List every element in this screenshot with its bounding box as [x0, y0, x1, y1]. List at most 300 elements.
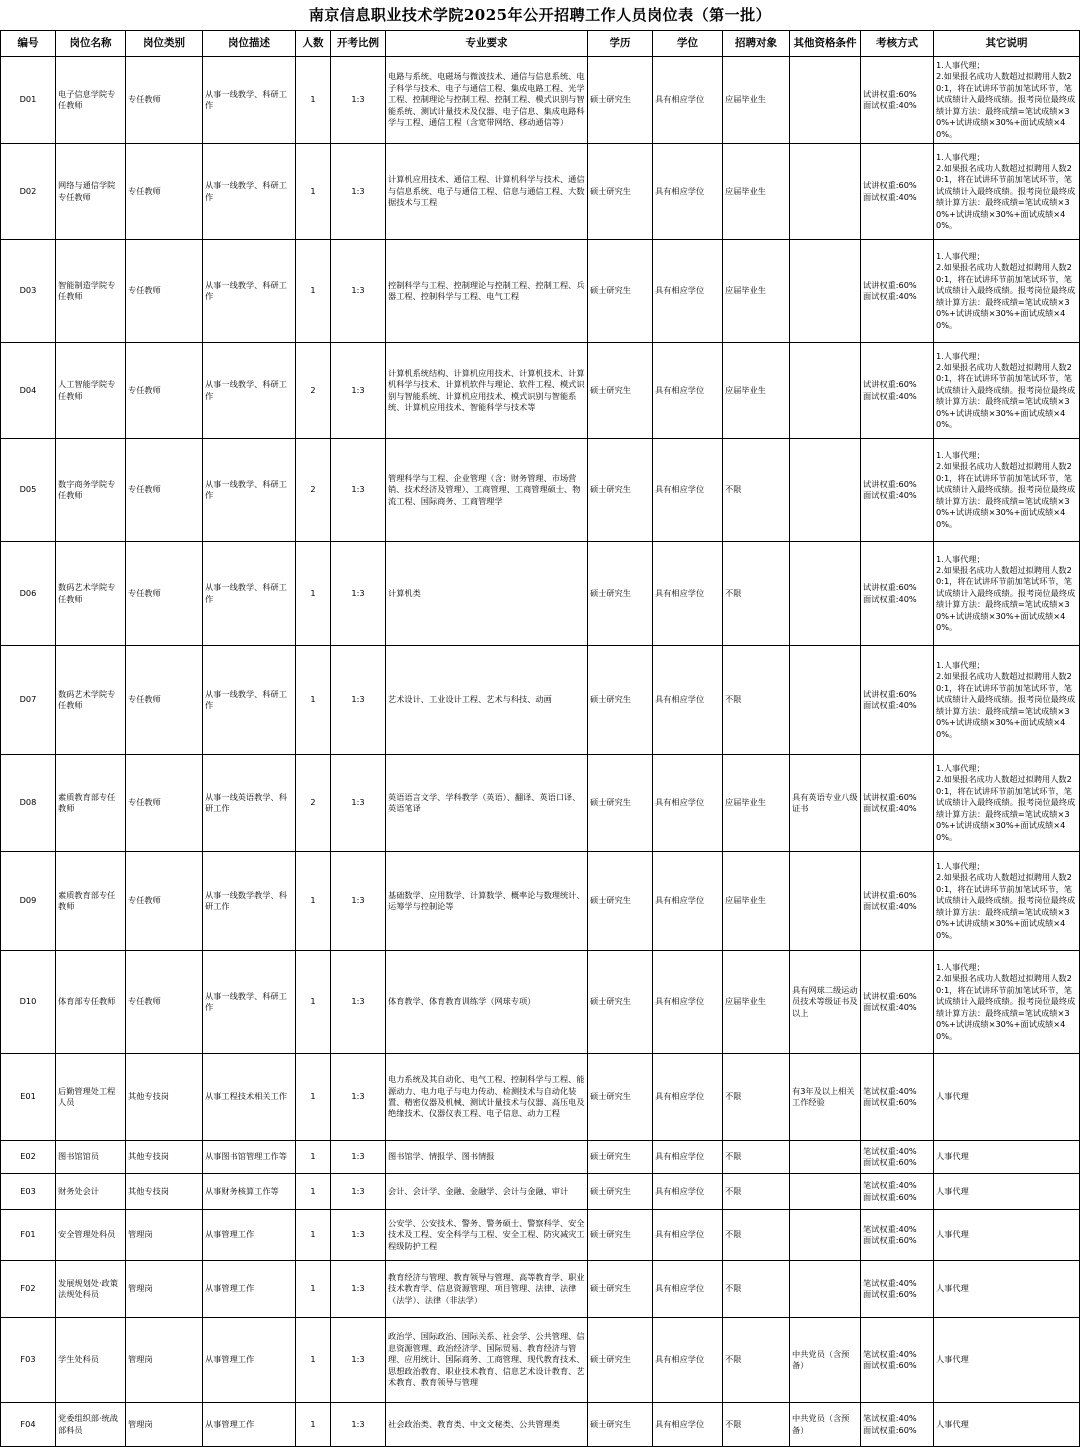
- cell-text: 硕士研究生: [590, 94, 631, 105]
- cell-note: [934, 1403, 1080, 1447]
- cell-text: 人工智能学院专任教师: [58, 379, 116, 401]
- cell-text: D10: [19, 996, 37, 1007]
- cell-id: [1, 1141, 56, 1174]
- cell-text: 具有相应学位: [655, 94, 705, 105]
- cell-note: [934, 1174, 1080, 1210]
- cell-text: 安全管理处科员: [58, 1229, 116, 1240]
- cell-text: 专任教师: [128, 797, 161, 808]
- cell-text: 面试权重:40%: [863, 390, 917, 401]
- cell-target: [723, 755, 790, 852]
- cell-text: 1: [310, 94, 316, 105]
- cell-other: [790, 1261, 861, 1318]
- cell-name: [56, 1174, 126, 1210]
- cell-text: 专任教师: [128, 384, 161, 395]
- cell-text: F04: [20, 1418, 36, 1429]
- cell-text: 面试权重:60%: [863, 1235, 917, 1245]
- cell-target: [723, 1403, 790, 1447]
- cell-desc: [203, 1318, 296, 1403]
- cell-category: [126, 1210, 203, 1261]
- cell-text: 试讲权重:60%: [863, 990, 917, 1001]
- cell-text: 应届毕业生: [725, 185, 766, 196]
- cell-text: 具有相应学位: [655, 384, 705, 395]
- cell-text: 从事一线教学、科研工作: [205, 582, 287, 604]
- page-title: 南京信息职业技术学院2025年公开招聘工作人员岗位表（第一批）: [308, 6, 772, 24]
- cell-text: 数码艺术学院专任教师: [58, 582, 116, 604]
- cell-target: [723, 343, 790, 439]
- cell-text: 2.如果报名成功人数超过拟聘用人数20:1，将在试讲环节前加笔试环节，笔试成绩计入最终成绩。报考岗位最终成绩计算方法：最终成绩=笔试成绩×30%+试讲成绩×30%+面试成绩×40%。: [936, 872, 1076, 940]
- cell-target: [723, 852, 790, 951]
- cell-id: [1, 439, 56, 542]
- cell-text: 1:3: [351, 285, 365, 296]
- cell-text: 硕士研究生: [590, 1091, 631, 1102]
- cell-assess: [861, 1174, 934, 1210]
- cell-text: 不限: [725, 484, 742, 495]
- cell-id: [1, 1054, 56, 1141]
- cell-text: 2.如果报名成功人数超过拟聘用人数20:1，将在试讲环节前加笔试环节，笔试成绩计入最终成绩。报考岗位最终成绩计算方法：最终成绩=笔试成绩×30%+试讲成绩×30%+面试成绩×40%。: [936, 671, 1076, 739]
- cell-degree: [653, 542, 723, 646]
- cell-count: [296, 852, 331, 951]
- cell-text: 公安学、公安技术、警务、警务硕士、警察科学、安全技术及工程、安全科学与工程、安全工程、防灾减灾工程级防护工程: [388, 1217, 585, 1251]
- cell-text: 硕士研究生: [590, 996, 631, 1007]
- table-row: [1, 755, 1080, 852]
- cell-text: 发展规划处·政策法规处科员: [58, 1277, 118, 1299]
- cell-text: 应届毕业生: [725, 94, 766, 105]
- cell-text: 1.人事代理；: [936, 350, 985, 361]
- cell-desc: [203, 144, 296, 240]
- table-row: [1, 1141, 1080, 1174]
- cell-desc: [203, 57, 296, 144]
- cell-text: 1.人事代理；: [936, 553, 985, 564]
- cell-text: 试讲权重:60%: [863, 791, 917, 802]
- cell-degree: [653, 1318, 723, 1403]
- cell-name: [56, 144, 126, 240]
- cell-text: 试讲权重:60%: [863, 180, 917, 191]
- cell-text: 计算机系统结构、计算机应用技术、计算机技术、计算机科学与技术、计算机软件与理论、软件工程、模式识别与智能系统、计算机应用技术、模式识别与智能系统、计算机应用技术、智能科学与技术等: [388, 367, 585, 412]
- cell-assess: [861, 755, 934, 852]
- cell-assess: [861, 240, 934, 343]
- cell-note: [934, 343, 1080, 439]
- cell-id: [1, 852, 56, 951]
- cell-category: [126, 240, 203, 343]
- cell-edu: [588, 755, 653, 852]
- cell-target: [723, 439, 790, 542]
- cell-text: 中共党员（含预备）: [792, 1413, 850, 1435]
- cell-text: 面试权重:60%: [863, 1289, 917, 1299]
- cell-degree: [653, 755, 723, 852]
- cell-text: 不限: [725, 1418, 742, 1429]
- cell-text: 具有相应学位: [655, 1091, 705, 1102]
- cell-ratio: [331, 1174, 386, 1210]
- cell-other: [790, 755, 861, 852]
- cell-id: [1, 542, 56, 646]
- cell-major: [386, 1210, 588, 1261]
- cell-text: 从事财务核算工作等: [205, 1185, 279, 1196]
- cell-text: 计算机类: [388, 587, 421, 598]
- cell-text: 图书馆学、情报学、图书情报: [388, 1151, 495, 1162]
- cell-text: 面试权重:60%: [863, 1157, 917, 1167]
- cell-major: [386, 542, 588, 646]
- cell-desc: [203, 852, 296, 951]
- cell-text: 不限: [725, 1354, 742, 1365]
- table-row: [1, 852, 1080, 951]
- cell-text: 笔试权重:40%: [863, 1085, 917, 1096]
- cell-text: 1:3: [351, 1418, 365, 1429]
- cell-id: [1, 1210, 56, 1261]
- cell-note: [934, 439, 1080, 542]
- cell-other: [790, 646, 861, 755]
- cell-text: 硕士研究生: [590, 1185, 631, 1196]
- cell-text: 面试权重:40%: [863, 593, 917, 604]
- cell-name: [56, 852, 126, 951]
- cell-text: D05: [19, 484, 37, 495]
- cell-ratio: [331, 1403, 386, 1447]
- cell-category: [126, 1318, 203, 1403]
- cell-assess: [861, 144, 934, 240]
- cell-other: [790, 240, 861, 343]
- table-row: [1, 240, 1080, 343]
- cell-text: 面试权重:40%: [863, 100, 917, 110]
- cell-edu: [588, 1403, 653, 1447]
- cell-major: [386, 1174, 588, 1210]
- cell-id: [1, 1261, 56, 1318]
- cell-text: 具有相应学位: [655, 1283, 705, 1294]
- cell-text: 应届毕业生: [725, 895, 766, 906]
- cell-text: 其他专技岗: [128, 1185, 169, 1196]
- cell-text: 党委组织部·统战部科员: [58, 1413, 118, 1435]
- cell-id: [1, 343, 56, 439]
- cell-text: E01: [20, 1091, 36, 1102]
- cell-edu: [588, 542, 653, 646]
- cell-count: [296, 755, 331, 852]
- cell-text: 硕士研究生: [590, 1283, 631, 1294]
- cell-major: [386, 439, 588, 542]
- cell-text: 素质教育部专任教师: [58, 791, 116, 813]
- cell-category: [126, 1174, 203, 1210]
- cell-text: 硕士研究生: [590, 185, 631, 196]
- cell-text: 笔试权重:40%: [863, 1277, 917, 1288]
- cell-count: [296, 57, 331, 144]
- cell-text: 网络与通信学院专任教师: [58, 180, 116, 202]
- cell-text: D01: [19, 94, 37, 105]
- cell-note: [934, 1054, 1080, 1141]
- cell-name: [56, 646, 126, 755]
- cell-text: 面试权重:60%: [863, 1424, 917, 1435]
- cell-text: 笔试权重:40%: [863, 1413, 917, 1424]
- cell-text: 面试权重:40%: [863, 700, 917, 710]
- cell-category: [126, 951, 203, 1054]
- cell-text: 具有相应学位: [655, 996, 705, 1007]
- cell-text: 从事一线教学、科研工作: [205, 688, 287, 710]
- cell-target: [723, 144, 790, 240]
- cell-category: [126, 439, 203, 542]
- cell-desc: [203, 951, 296, 1054]
- cell-text: 具有相应学位: [655, 797, 705, 808]
- cell-edu: [588, 1261, 653, 1318]
- cell-text: 专任教师: [128, 895, 161, 906]
- cell-other: [790, 1403, 861, 1447]
- cell-text: 具有英语专业八级证书: [792, 791, 858, 813]
- cell-text: 具有相应学位: [655, 587, 705, 598]
- cell-count: [296, 1054, 331, 1141]
- header-assess: 考核方式: [861, 31, 934, 57]
- header-desc: 岗位描述: [203, 31, 296, 57]
- cell-name: [56, 439, 126, 542]
- cell-major: [386, 1318, 588, 1403]
- cell-text: 面试权重:60%: [863, 1360, 917, 1370]
- cell-text: 管理岗: [128, 1229, 153, 1240]
- cell-degree: [653, 852, 723, 951]
- table-row: [1, 439, 1080, 542]
- cell-count: [296, 343, 331, 439]
- cell-note: [934, 852, 1080, 951]
- cell-text: 2: [310, 484, 316, 495]
- cell-degree: [653, 343, 723, 439]
- cell-text: 图书馆馆员: [58, 1151, 99, 1162]
- cell-count: [296, 240, 331, 343]
- cell-text: 人事代理: [936, 1185, 969, 1196]
- table-row: [1, 1174, 1080, 1210]
- cell-id: [1, 240, 56, 343]
- cell-major: [386, 343, 588, 439]
- cell-name: [56, 1261, 126, 1318]
- cell-count: [296, 646, 331, 755]
- cell-text: 学生处科员: [58, 1354, 99, 1365]
- header-count: 人数: [296, 31, 331, 57]
- cell-text: 1.人事代理；: [936, 962, 985, 973]
- cell-other: [790, 439, 861, 542]
- cell-other: [790, 1210, 861, 1261]
- cell-text: D04: [19, 384, 37, 395]
- cell-text: 专任教师: [128, 185, 161, 196]
- cell-text: 数码艺术学院专任教师: [58, 688, 116, 710]
- cell-text: 具有相应学位: [655, 1354, 705, 1365]
- cell-text: 专任教师: [128, 285, 161, 296]
- cell-text: 不限: [725, 1151, 742, 1162]
- cell-text: 从事一线数学教学、科研工作: [205, 889, 287, 911]
- cell-text: D09: [19, 895, 37, 906]
- cell-text: 2.如果报名成功人数超过拟聘用人数20:1，将在试讲环节前加笔试环节，笔试成绩计入最终成绩。报考岗位最终成绩计算方法：最终成绩=笔试成绩×30%+试讲成绩×30%+面试成绩×40%。: [936, 973, 1076, 1041]
- cell-category: [126, 755, 203, 852]
- cell-major: [386, 1054, 588, 1141]
- cell-major: [386, 646, 588, 755]
- cell-text: 不限: [725, 694, 742, 705]
- cell-text: 1.人事代理；: [936, 763, 985, 774]
- cell-ratio: [331, 144, 386, 240]
- cell-assess: [861, 1318, 934, 1403]
- cell-note: [934, 951, 1080, 1054]
- cell-text: 人事代理: [936, 1418, 969, 1429]
- cell-text: 1: [310, 694, 316, 705]
- cell-category: [126, 144, 203, 240]
- cell-text: 人事代理: [936, 1151, 969, 1162]
- header-target: 招聘对象: [723, 31, 790, 57]
- cell-category: [126, 1141, 203, 1174]
- cell-text: 1: [310, 996, 316, 1007]
- cell-note: [934, 144, 1080, 240]
- cell-other: [790, 1318, 861, 1403]
- cell-text: 1:3: [351, 587, 365, 598]
- cell-text: D06: [19, 587, 37, 598]
- cell-name: [56, 1403, 126, 1447]
- cell-text: 从事管理工作: [205, 1354, 255, 1365]
- cell-text: 具有相应学位: [655, 1151, 705, 1162]
- table-row: [1, 1318, 1080, 1403]
- cell-other: [790, 1141, 861, 1174]
- table-row: [1, 57, 1080, 144]
- cell-ratio: [331, 646, 386, 755]
- cell-text: 专任教师: [128, 996, 161, 1007]
- cell-target: [723, 1318, 790, 1403]
- cell-text: 1: [310, 895, 316, 906]
- cell-other: [790, 852, 861, 951]
- cell-text: 具有相应学位: [655, 895, 705, 906]
- cell-edu: [588, 1054, 653, 1141]
- table-row: [1, 1261, 1080, 1318]
- cell-text: D08: [19, 797, 37, 808]
- cell-text: 不限: [725, 1185, 742, 1196]
- cell-target: [723, 1210, 790, 1261]
- cell-name: [56, 1210, 126, 1261]
- cell-edu: [588, 852, 653, 951]
- cell-desc: [203, 1403, 296, 1447]
- table-row: [1, 542, 1080, 646]
- cell-text: 面试权重:60%: [863, 1191, 917, 1202]
- cell-assess: [861, 1210, 934, 1261]
- cell-text: F03: [20, 1354, 36, 1365]
- cell-text: 不限: [725, 1229, 742, 1240]
- cell-text: 面试权重:40%: [863, 803, 917, 813]
- cell-name: [56, 343, 126, 439]
- cell-text: 硕士研究生: [590, 895, 631, 906]
- cell-target: [723, 1261, 790, 1318]
- cell-text: 1:3: [351, 895, 365, 906]
- cell-count: [296, 1261, 331, 1318]
- cell-id: [1, 755, 56, 852]
- cell-degree: [653, 1403, 723, 1447]
- cell-text: 管理科学与工程、企业管理（含：财务管理、市场营销、技术经济及管理）、工商管理、工商管理硕士、物流工程、国际商务、工商管理学: [388, 472, 581, 506]
- cell-text: 硕士研究生: [590, 694, 631, 705]
- cell-major: [386, 755, 588, 852]
- cell-count: [296, 1141, 331, 1174]
- cell-ratio: [331, 1318, 386, 1403]
- cell-desc: [203, 343, 296, 439]
- cell-text: 从事管理工作: [205, 1229, 255, 1240]
- cell-assess: [861, 542, 934, 646]
- cell-text: 硕士研究生: [590, 1151, 631, 1162]
- cell-count: [296, 1210, 331, 1261]
- cell-text: 应届毕业生: [725, 285, 766, 296]
- cell-target: [723, 1141, 790, 1174]
- header-edu: 学历: [588, 31, 653, 57]
- cell-text: 2.如果报名成功人数超过拟聘用人数20:1，将在试讲环节前加笔试环节，笔试成绩计入最终成绩。报考岗位最终成绩计算方法：最终成绩=笔试成绩×30%+试讲成绩×30%+面试成绩×40%。: [936, 71, 1076, 139]
- cell-text: 1:3: [351, 1354, 365, 1365]
- cell-edu: [588, 1210, 653, 1261]
- cell-other: [790, 343, 861, 439]
- cell-name: [56, 755, 126, 852]
- cell-text: 试讲权重:60%: [863, 478, 917, 489]
- cell-text: 电路与系统、电磁场与微波技术、通信与信息系统、电子科学与技术、电子与通信工程、集成电路工程、光学工程、控制理论与控制工程、控制工程、模式识别与智能系统、测试计量技术及仪器、电子信息、集成电路科学与工程、通信工程（含宽带网络、移动通信等）: [388, 71, 585, 128]
- cell-text: 从事一线教学、科研工作: [205, 279, 287, 301]
- cell-text: 1: [310, 1091, 316, 1102]
- table-row: [1, 343, 1080, 439]
- cell-text: 试讲权重:60%: [863, 688, 917, 699]
- cell-target: [723, 1054, 790, 1141]
- cell-text: F01: [20, 1229, 36, 1240]
- cell-text: 不限: [725, 1091, 742, 1102]
- cell-text: 1.人事代理；: [936, 861, 985, 872]
- cell-assess: [861, 439, 934, 542]
- cell-text: 1: [310, 1151, 316, 1162]
- cell-count: [296, 144, 331, 240]
- cell-text: 财务处会计: [58, 1185, 99, 1196]
- cell-desc: [203, 755, 296, 852]
- cell-text: 数字商务学院专任教师: [58, 478, 116, 500]
- cell-count: [296, 1318, 331, 1403]
- cell-text: D07: [19, 694, 37, 705]
- cell-count: [296, 439, 331, 542]
- cell-text: 硕士研究生: [590, 384, 631, 395]
- cell-text: 笔试权重:40%: [863, 1348, 917, 1359]
- cell-edu: [588, 951, 653, 1054]
- header-note: 其它说明: [934, 31, 1080, 57]
- cell-major: [386, 144, 588, 240]
- cell-text: F02: [20, 1283, 36, 1294]
- cell-text: 面试权重:40%: [863, 1002, 917, 1012]
- cell-id: [1, 144, 56, 240]
- header-degree: 学位: [653, 31, 723, 57]
- cell-text: 硕士研究生: [590, 285, 631, 296]
- cell-text: 1:3: [351, 1185, 365, 1196]
- cell-count: [296, 1403, 331, 1447]
- cell-degree: [653, 646, 723, 755]
- cell-degree: [653, 240, 723, 343]
- cell-note: [934, 542, 1080, 646]
- cell-note: [934, 1318, 1080, 1403]
- cell-target: [723, 1174, 790, 1210]
- cell-text: 1: [310, 285, 316, 296]
- cell-note: [934, 57, 1080, 144]
- cell-text: 1: [310, 1185, 316, 1196]
- cell-target: [723, 240, 790, 343]
- cell-text: 1:3: [351, 797, 365, 808]
- cell-degree: [653, 57, 723, 144]
- cell-text: 硕士研究生: [590, 484, 631, 495]
- cell-text: 从事管理工作: [205, 1418, 255, 1429]
- cell-text: 具有相应学位: [655, 1185, 705, 1196]
- cell-desc: [203, 1054, 296, 1141]
- cell-text: 1:3: [351, 996, 365, 1007]
- cell-category: [126, 57, 203, 144]
- cell-target: [723, 646, 790, 755]
- table-body: [1, 57, 1080, 1447]
- cell-ratio: [331, 1054, 386, 1141]
- cell-text: 2: [310, 384, 316, 395]
- cell-text: 从事一线教学、科研工作: [205, 478, 287, 500]
- header-other: 其他资格条件: [790, 31, 861, 57]
- cell-desc: [203, 646, 296, 755]
- cell-text: 人事代理: [936, 1091, 969, 1102]
- cell-text: 1: [310, 1283, 316, 1294]
- cell-text: 1.人事代理；: [936, 660, 985, 671]
- cell-degree: [653, 951, 723, 1054]
- header-name: 岗位名称: [56, 31, 126, 57]
- cell-text: 英语语言文学、学科教学（英语）、翻译、英语口译、英语笔译: [388, 791, 581, 813]
- cell-ratio: [331, 1141, 386, 1174]
- cell-text: D03: [19, 285, 37, 296]
- cell-count: [296, 1174, 331, 1210]
- cell-count: [296, 542, 331, 646]
- cell-category: [126, 1261, 203, 1318]
